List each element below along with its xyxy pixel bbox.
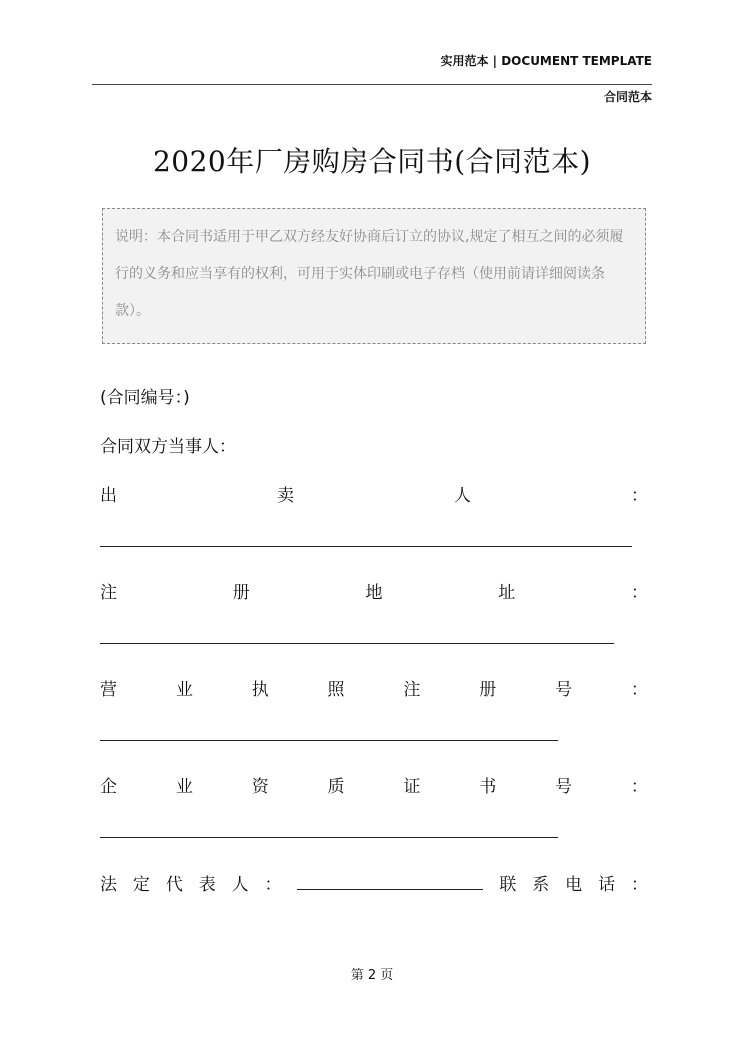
qualification-char: 业 — [175, 777, 193, 797]
phone-char: 话 — [598, 875, 616, 895]
header-divider — [92, 84, 652, 85]
phone-char: ： — [630, 875, 648, 895]
license-char: 业 — [175, 680, 193, 700]
header-subtitle: 合同范本 — [603, 90, 652, 104]
rep-char: 人 — [231, 875, 249, 895]
instruction-text: 说明：本合同书适用于甲乙双方经友好协商后订立的协议,规定了相互之间的必须履行的义务和应当享有的权利，可用于实体印刷或电子存档（使用前请详细阅读条款）。 — [115, 229, 624, 319]
representative-blank-line[interactable] — [297, 873, 483, 890]
qualification-char: 企 — [100, 777, 117, 797]
header-brand: 实用范本 | DOCUMENT TEMPLATE — [440, 54, 652, 68]
rep-char: 法 — [100, 875, 117, 895]
parties-label: 合同双方当事人： — [100, 437, 236, 457]
address-char: 册 — [232, 583, 250, 603]
phone-char: 电 — [565, 875, 583, 895]
qualification-blank-line[interactable] — [100, 837, 558, 838]
address-char: 地 — [365, 583, 383, 603]
license-field-label — [100, 675, 648, 700]
license-char: 照 — [327, 680, 345, 700]
license-char: 营 — [100, 680, 117, 700]
instruction-box — [102, 208, 646, 344]
phone-char: 系 — [532, 875, 550, 895]
seller-char: 人 — [454, 486, 471, 506]
address-blank-line[interactable] — [100, 643, 614, 644]
qualification-char: 号 — [555, 777, 573, 797]
seller-char: 出 — [100, 486, 117, 506]
qualification-field-label — [100, 772, 648, 797]
seller-char: ： — [631, 486, 648, 506]
phone-char: 联 — [499, 875, 517, 895]
license-blank-line[interactable] — [100, 740, 558, 741]
qualification-char: 资 — [251, 777, 269, 797]
license-char: 号 — [555, 680, 573, 700]
address-char: 址 — [498, 583, 516, 603]
seller-field-label — [100, 481, 648, 506]
representative-row — [100, 870, 648, 895]
rep-char: 定 — [132, 875, 150, 895]
license-char: 执 — [251, 680, 269, 700]
license-char: 注 — [403, 680, 421, 700]
address-char: ： — [631, 583, 648, 603]
seller-blank-line[interactable] — [100, 546, 632, 547]
page-number: 第 2 页 — [350, 968, 394, 983]
qualification-char: ： — [630, 777, 648, 797]
document-title: 2020年厂房购房合同书(合同范本) — [152, 145, 592, 178]
license-char: 册 — [479, 680, 497, 700]
rep-char: 代 — [165, 875, 183, 895]
qualification-char: 书 — [479, 777, 497, 797]
rep-char: ： — [264, 875, 282, 895]
qualification-char: 质 — [327, 777, 345, 797]
seller-char: 卖 — [277, 486, 294, 506]
license-char: ： — [630, 680, 648, 700]
contract-number-label: (合同编号：) — [100, 388, 190, 408]
address-field-label — [100, 578, 648, 603]
qualification-char: 证 — [403, 777, 421, 797]
rep-char: 表 — [198, 875, 216, 895]
address-char: 注 — [100, 583, 117, 603]
